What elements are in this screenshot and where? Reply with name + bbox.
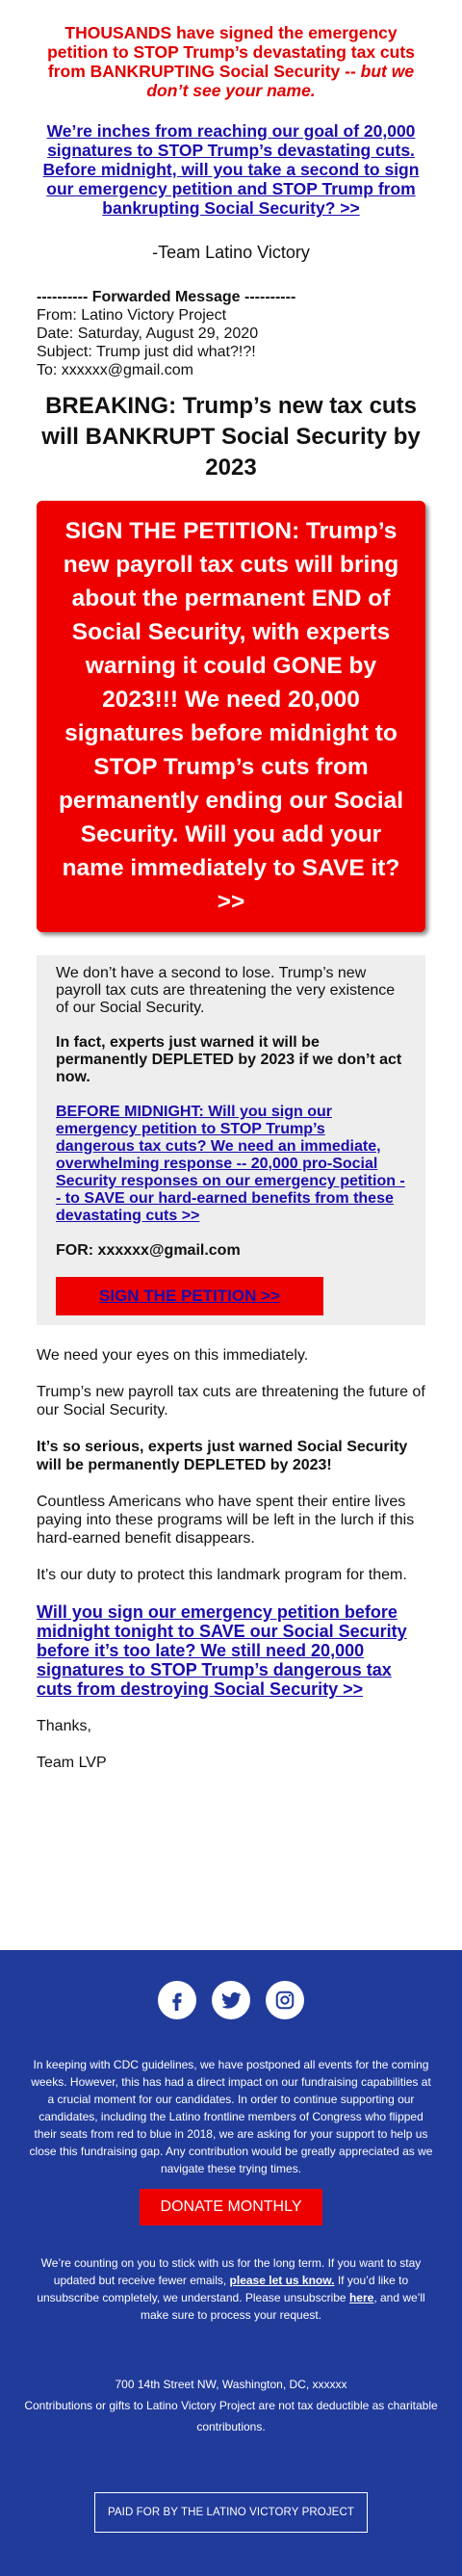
intro-signoff: -Team Latino Victory [152,243,310,262]
forwarded-subject: Subject: Trump just did what?!?! [37,344,256,360]
panel-paragraph: We don’t have a second to lose. Trump’s new payroll tax cuts are threatening the very existence of our Social Security. [56,965,396,1016]
paid-for-disclaimer: PAID FOR BY THE LATINO VICTORY PROJECT [94,2492,368,2533]
facebook-icon[interactable] [158,1981,196,2019]
body-team: Team LVP [37,1755,107,1771]
body-copy [37,1346,425,1790]
body-paragraph: It’s our duty to protect this landmark program for them. [37,1567,407,1583]
body-paragraph: Countless Americans who have spent their entire lives paying into these programs will be left in the lurch if this hard-earned benefit disappears. [37,1494,415,1547]
intro-section [37,23,425,379]
cdc-notice: In keeping with CDC guidelines, we have postponed all events for the coming weeks. However, this has had a direct impact on our fundraising capabilities at a crucial moment for our candidates. In order to continue supporting our candidates, including the Latino frontline members of Congress who flipped their seats from red to blue in 2018, we are asking for your support to help us close this fundraising gap. Any contribution would be greatly appreciated as we navigate these trying times. [29,2058,433,2175]
intro-headline-emphasis: but we don’t see your name. [146,62,415,100]
sign-petition-button[interactable]: SIGN THE PETITION >> [56,1277,323,1315]
footer-address-block [19,2374,443,2437]
body-thanks: Thanks, [37,1718,91,1734]
petition-panel [37,955,425,1325]
footer [0,1950,462,2576]
lead-petition-link[interactable]: We’re inches from reaching our goal of 20,000 signatures to STOP Trump’s devastating cuts. Before midnight, will you take a second to sign our emergency petition and STOP Trump from bankrupting Social Security? >> [42,121,420,218]
panel-for-email: FOR: xxxxxx@gmail.com [56,1242,241,1259]
breaking-headline: BREAKING: Trump’s new tax cuts will BANKRUPT Social Security by 2023 [41,393,421,481]
forwarded-header: ---------- Forwarded Message ---------- [37,289,296,305]
petition-banner-text: SIGN THE PETITION: Trump’s new payroll tax cuts will bring about the permanent END of Social Security, with experts warning it could GONE by 2023!!! We need 20,000 signatures before midnight to STOP Trump’s cuts from permanently ending our Social Security. Will you add your name immediately to SAVE it? >> [58,518,404,915]
twitter-icon[interactable] [212,1981,250,2019]
subscription-notice: We’re counting on you to stick with us for the long term. If you want to stay updated but receive fewer emails, please let us know. If you’d like to unsubscribe completely, we understand. Please unsubscribe here, and we’ll make sure to process your request. [37,2256,425,2322]
donate-monthly-button[interactable]: DONATE MONTHLY [140,2189,322,2225]
forwarded-to: To: xxxxxx@gmail.com [37,362,193,378]
body-paragraph: We need your eyes on this immediately. [37,1347,309,1364]
forwarded-from: From: Latino Victory Project [37,307,227,324]
tax-disclaimer: Contributions or gifts to Latino Victory Project are not tax deductible as charitable contributions. [24,2399,438,2433]
intro-headline: THOUSANDS have signed the emergency petition to STOP Trump’s devastating tax cuts from BANKRUPTING Social Security -- but we don’t see your name. [47,23,415,100]
panel-petition-link[interactable]: BEFORE MIDNIGHT: Will you sign our emergency petition to STOP Trump’s dangerous tax cuts? We need an immediate, overwhelming response -- 20,000 pro-Social Security responses on our emergency petition -- to SAVE our hard-earned benefits from these devastating cuts >> [56,1104,405,1224]
panel-warning: In fact, experts just warned it will be permanently DEPLETED by 2023 if we don’t act now. [56,1034,402,1085]
petition-banner-button[interactable] [37,501,425,932]
unsubscribe-link[interactable]: here [348,2291,374,2304]
social-links [0,1981,462,2019]
body-warning: It’s so serious, experts just warned Social Security will be permanently DEPLETED by 2023! [37,1439,408,1473]
instagram-icon[interactable] [266,1981,304,2019]
body-petition-link[interactable]: Will you sign our emergency petition before midnight tonight to SAVE our Social Security before it’s too late? We still need 20,000 signatures to STOP Trump’s dangerous tax cuts from destroying Social Security >> [37,1602,407,1699]
forwarded-date: Date: Saturday, August 29, 2020 [37,325,259,342]
body-paragraph: Trump’s new payroll tax cuts are threatening the future of our Social Security. [37,1384,425,1418]
forwarded-message [37,288,425,379]
mailing-address: 700 14th Street NW, Washington, DC, xxxxxx [115,2378,347,2391]
let-us-know-link[interactable]: please let us know. [229,2274,335,2287]
